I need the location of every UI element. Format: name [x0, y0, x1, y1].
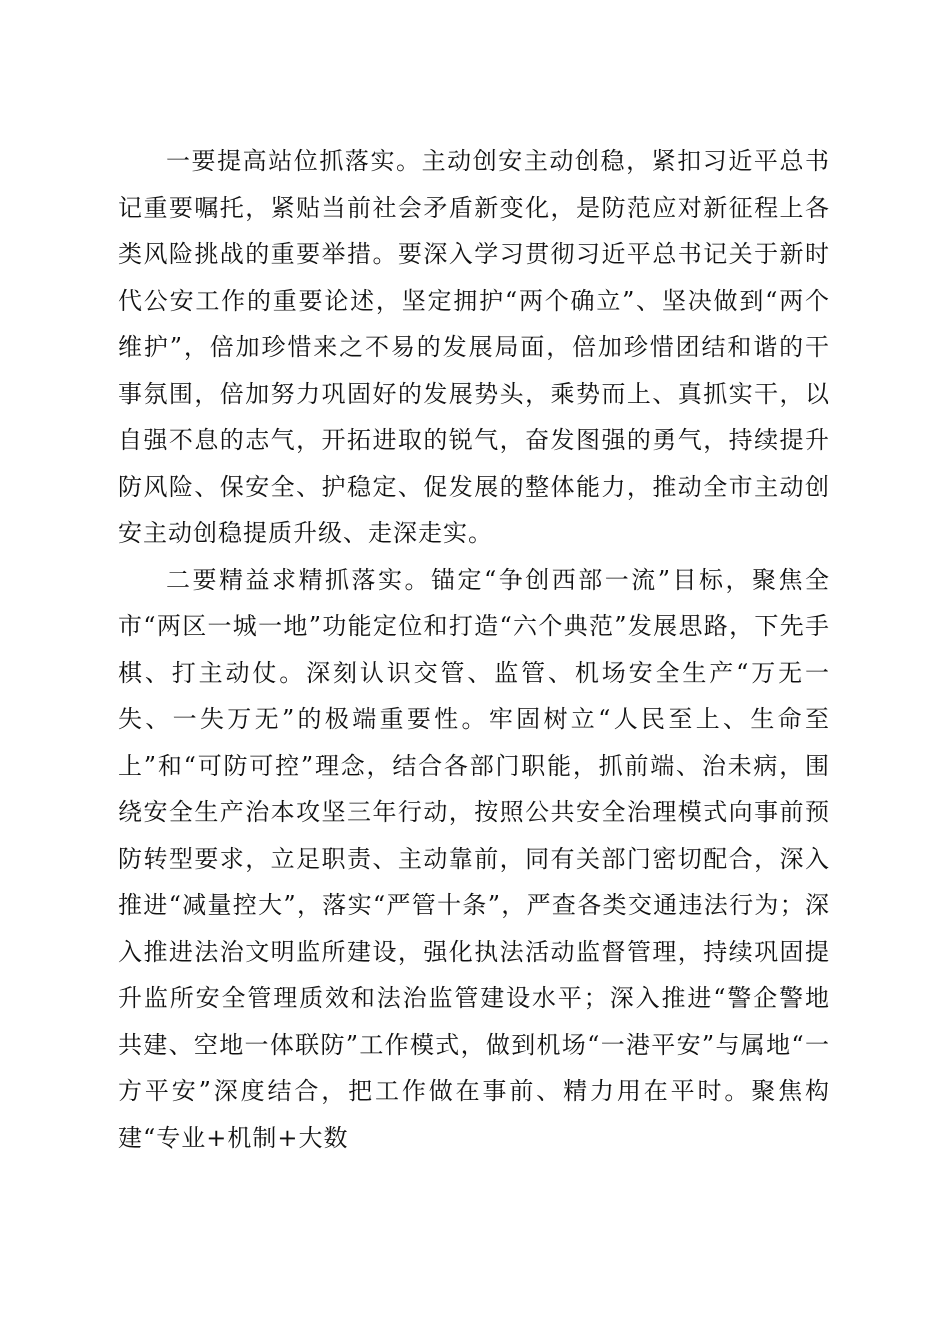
paragraph-2: 二要精益求精抓落实。锚定“争创西部一流”目标，聚焦全市“两区一城一地”功能定位和打造“六个典范”发展思路，下先手棋、打主动仗。深刻认识交管、监管、机场安全生产“万无一失、一失万无”的极端重要性。牢固树立“人民至上、生命至上”和“可防可控”理念，结合各部门职能，抓前端、治未病，围绕安全生产治本攻坚三年行动，按照公共安全治理模式向事前预防转型要求，立足职责、主动靠前，同有关部门密切配合，深入推进“减量控大”，落实“严管十条”，严查各类交通违法行为；深入推进法治文明监所建设，强化执法活动监督管理，持续巩固提升监所安全管理质效和法治监管建设水平；深入推进“警企警地共建、空地一体联防”工作模式，做到机场“一港平安”与属地“一方平安”深度结合，把工作做在事前、精力用在平时。聚焦构建“专业+机制+大数 [118, 565, 830, 1152]
paragraph-1: 一要提高站位抓落实。主动创安主动创稳，紧扣习近平总书记重要嘱托，紧贴当前社会矛盾新变化，是防范应对新征程上各类风险挑战的重要举措。要深入学习贯彻习近平总书记关于新时代公安工作的重要论述，坚定拥护“两个确立”、坚决做到“两个维护”，倍加珍惜来之不易的发展局面，倍加珍惜团结和谐的干事氛围，倍加努力巩固好的发展势头，乘势而上、真抓实干，以自强不息的志气，开拓进取的锐气，奋发图强的勇气，持续提升防风险、保安全、护稳定、促发展的整体能力，推动全市主动创安主动创稳提质升级、走深走实。 [118, 147, 830, 547]
document-body [118, 138, 830, 1161]
